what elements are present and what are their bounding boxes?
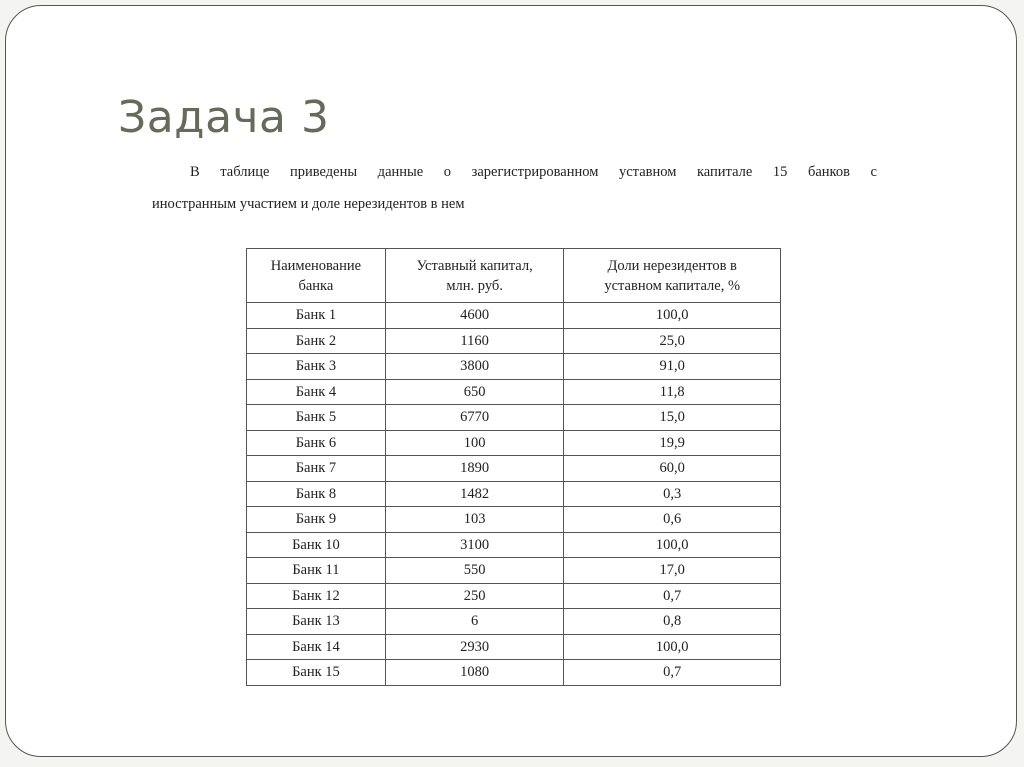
cell-share: 19,9 bbox=[564, 430, 781, 456]
table-header-row bbox=[247, 249, 781, 303]
cell-bank: Банк 13 bbox=[247, 609, 386, 635]
table-row bbox=[247, 609, 781, 635]
cell-share: 15,0 bbox=[564, 405, 781, 431]
header-text: млн. руб. bbox=[446, 277, 503, 294]
table-row bbox=[247, 532, 781, 558]
cell-bank: Банк 14 bbox=[247, 634, 386, 660]
header-text: банка bbox=[298, 277, 334, 294]
cell-bank: Банк 10 bbox=[247, 532, 386, 558]
table-row bbox=[247, 481, 781, 507]
intro-line-2: иностранным участием и доле нерезидентов в нем bbox=[152, 196, 465, 212]
cell-capital: 3800 bbox=[385, 354, 564, 380]
header-capital bbox=[385, 249, 564, 303]
cell-share: 0,3 bbox=[564, 481, 781, 507]
cell-capital: 1160 bbox=[385, 328, 564, 354]
cell-bank: Банк 12 bbox=[247, 583, 386, 609]
cell-bank: Банк 8 bbox=[247, 481, 386, 507]
table-row bbox=[247, 507, 781, 533]
cell-bank: Банк 11 bbox=[247, 558, 386, 584]
cell-bank: Банк 15 bbox=[247, 660, 386, 686]
table-row bbox=[247, 430, 781, 456]
cell-bank: Банк 7 bbox=[247, 456, 386, 482]
bank-capital-table bbox=[246, 248, 781, 686]
cell-share: 100,0 bbox=[564, 634, 781, 660]
cell-bank: Банк 1 bbox=[247, 303, 386, 329]
cell-bank: Банк 3 bbox=[247, 354, 386, 380]
cell-bank: Банк 9 bbox=[247, 507, 386, 533]
table-row bbox=[247, 303, 781, 329]
cell-capital: 1080 bbox=[385, 660, 564, 686]
cell-share: 0,6 bbox=[564, 507, 781, 533]
cell-capital: 250 bbox=[385, 583, 564, 609]
intro-paragraph bbox=[152, 156, 877, 220]
table-row bbox=[247, 456, 781, 482]
header-nonresident-share bbox=[564, 249, 781, 303]
cell-share: 100,0 bbox=[564, 303, 781, 329]
cell-bank: Банк 4 bbox=[247, 379, 386, 405]
header-text: уставном капитале, % bbox=[604, 277, 741, 294]
table-row bbox=[247, 354, 781, 380]
table-row bbox=[247, 558, 781, 584]
table-row bbox=[247, 379, 781, 405]
cell-share: 0,8 bbox=[564, 609, 781, 635]
cell-share: 25,0 bbox=[564, 328, 781, 354]
cell-capital: 103 bbox=[385, 507, 564, 533]
cell-capital: 2930 bbox=[385, 634, 564, 660]
cell-capital: 650 bbox=[385, 379, 564, 405]
cell-bank: Банк 5 bbox=[247, 405, 386, 431]
cell-share: 60,0 bbox=[564, 456, 781, 482]
cell-capital: 6 bbox=[385, 609, 564, 635]
slide-title: Задача 3 bbox=[118, 92, 330, 143]
table-row bbox=[247, 583, 781, 609]
cell-bank: Банк 6 bbox=[247, 430, 386, 456]
table-row bbox=[247, 660, 781, 686]
table-row bbox=[247, 405, 781, 431]
cell-bank: Банк 2 bbox=[247, 328, 386, 354]
cell-capital: 6770 bbox=[385, 405, 564, 431]
cell-share: 0,7 bbox=[564, 583, 781, 609]
slide bbox=[5, 5, 1017, 757]
cell-capital: 1890 bbox=[385, 456, 564, 482]
cell-capital: 550 bbox=[385, 558, 564, 584]
header-text: Наименование bbox=[270, 257, 362, 274]
cell-capital: 4600 bbox=[385, 303, 564, 329]
cell-share: 0,7 bbox=[564, 660, 781, 686]
intro-line-1: В таблице приведены данные о зарегистрированном уставном капитале 15 банков с bbox=[190, 164, 877, 180]
cell-share: 11,8 bbox=[564, 379, 781, 405]
header-bank-name bbox=[247, 249, 386, 303]
table-row bbox=[247, 634, 781, 660]
cell-capital: 1482 bbox=[385, 481, 564, 507]
cell-capital: 100 bbox=[385, 430, 564, 456]
table-row bbox=[247, 328, 781, 354]
header-text: Доли нерезидентов в bbox=[607, 257, 737, 274]
cell-capital: 3100 bbox=[385, 532, 564, 558]
cell-share: 17,0 bbox=[564, 558, 781, 584]
header-text: Уставный капитал, bbox=[416, 257, 533, 274]
cell-share: 91,0 bbox=[564, 354, 781, 380]
cell-share: 100,0 bbox=[564, 532, 781, 558]
